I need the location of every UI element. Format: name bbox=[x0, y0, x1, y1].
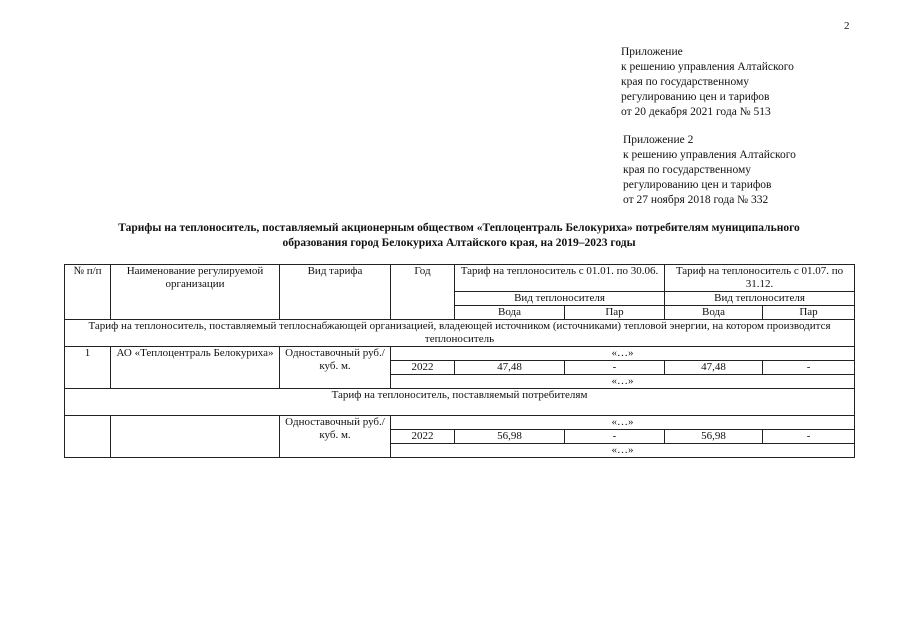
appendix-2-line: края по государственному bbox=[623, 164, 751, 176]
row-ellipsis: «…» bbox=[391, 444, 855, 458]
row-ellipsis: «…» bbox=[391, 347, 855, 361]
appendix-1-line: края по государственному bbox=[621, 76, 749, 88]
header-steam-1: Пар bbox=[565, 306, 665, 320]
header-carrier-type-1: Вид теплоносителя bbox=[455, 292, 665, 306]
appendix-2-line: регулированию цен и тарифов bbox=[623, 179, 772, 191]
title-line-1: Тарифы на теплоноситель, поставляемый акционерным обществом «Теплоцентраль Белокуриха» потребителям муниципального bbox=[118, 222, 800, 234]
row-tariff-type: Одноставочный руб./куб. м. bbox=[280, 416, 391, 458]
row-water-2: 56,98 bbox=[665, 430, 763, 444]
section-heading-source: Тариф на теплоноситель, поставляемый теплоснабжающей организацией, владеющей источником (источниками) тепловой энергии, на котором производится теплоноситель bbox=[65, 320, 855, 347]
appendix-2-line: Приложение 2 bbox=[623, 134, 694, 146]
document-title bbox=[64, 221, 854, 251]
row-year: 2022 bbox=[391, 430, 455, 444]
row-steam-1: - bbox=[565, 430, 665, 444]
table-row bbox=[65, 416, 855, 430]
row-ellipsis: «…» bbox=[391, 375, 855, 389]
appendix-2-line: к решению управления Алтайского bbox=[623, 149, 796, 161]
header-carrier-type-2: Вид теплоносителя bbox=[665, 292, 855, 306]
header-water-2: Вода bbox=[665, 306, 763, 320]
row-num: 1 bbox=[65, 347, 111, 389]
row-steam-1: - bbox=[565, 361, 665, 375]
header-water-1: Вода bbox=[455, 306, 565, 320]
page-number: 2 bbox=[844, 20, 850, 32]
header-period-2: Тариф на теплоноситель с 01.07. по 31.12. bbox=[665, 265, 855, 292]
header-organization: Наименование регулируемой организации bbox=[111, 265, 280, 320]
appendix-1-block bbox=[621, 45, 794, 120]
row-organization: АО «Теплоцентраль Белокуриха» bbox=[111, 347, 280, 389]
appendix-1-line: к решению управления Алтайского bbox=[621, 61, 794, 73]
row-water-1: 56,98 bbox=[455, 430, 565, 444]
table-row bbox=[65, 347, 855, 361]
header-steam-2: Пар bbox=[763, 306, 855, 320]
row-year: 2022 bbox=[391, 361, 455, 375]
appendix-1-line: от 20 декабря 2021 года № 513 bbox=[621, 106, 771, 118]
row-steam-2: - bbox=[763, 430, 855, 444]
title-line-2: образования город Белокуриха Алтайского края, на 2019–2023 годы bbox=[282, 237, 636, 249]
appendix-1-line: регулированию цен и тарифов bbox=[621, 91, 770, 103]
appendix-1-line: Приложение bbox=[621, 46, 683, 58]
appendix-2-line: от 27 ноября 2018 года № 332 bbox=[623, 194, 769, 206]
header-period-1: Тариф на теплоноситель с 01.01. по 30.06. bbox=[455, 265, 665, 292]
section-heading-consumers: Тариф на теплоноситель, поставляемый потребителям bbox=[65, 389, 855, 416]
header-tariff-type: Вид тарифа bbox=[280, 265, 391, 320]
row-steam-2: - bbox=[763, 361, 855, 375]
row-water-1: 47,48 bbox=[455, 361, 565, 375]
row-organization bbox=[111, 416, 280, 458]
header-year: Год bbox=[391, 265, 455, 320]
header-num: № п/п bbox=[65, 265, 111, 320]
tariffs-table bbox=[64, 264, 855, 458]
row-water-2: 47,48 bbox=[665, 361, 763, 375]
row-num bbox=[65, 416, 111, 458]
row-tariff-type: Одноставочный руб./куб. м. bbox=[280, 347, 391, 389]
row-ellipsis: «…» bbox=[391, 416, 855, 430]
appendix-2-block bbox=[623, 133, 796, 208]
